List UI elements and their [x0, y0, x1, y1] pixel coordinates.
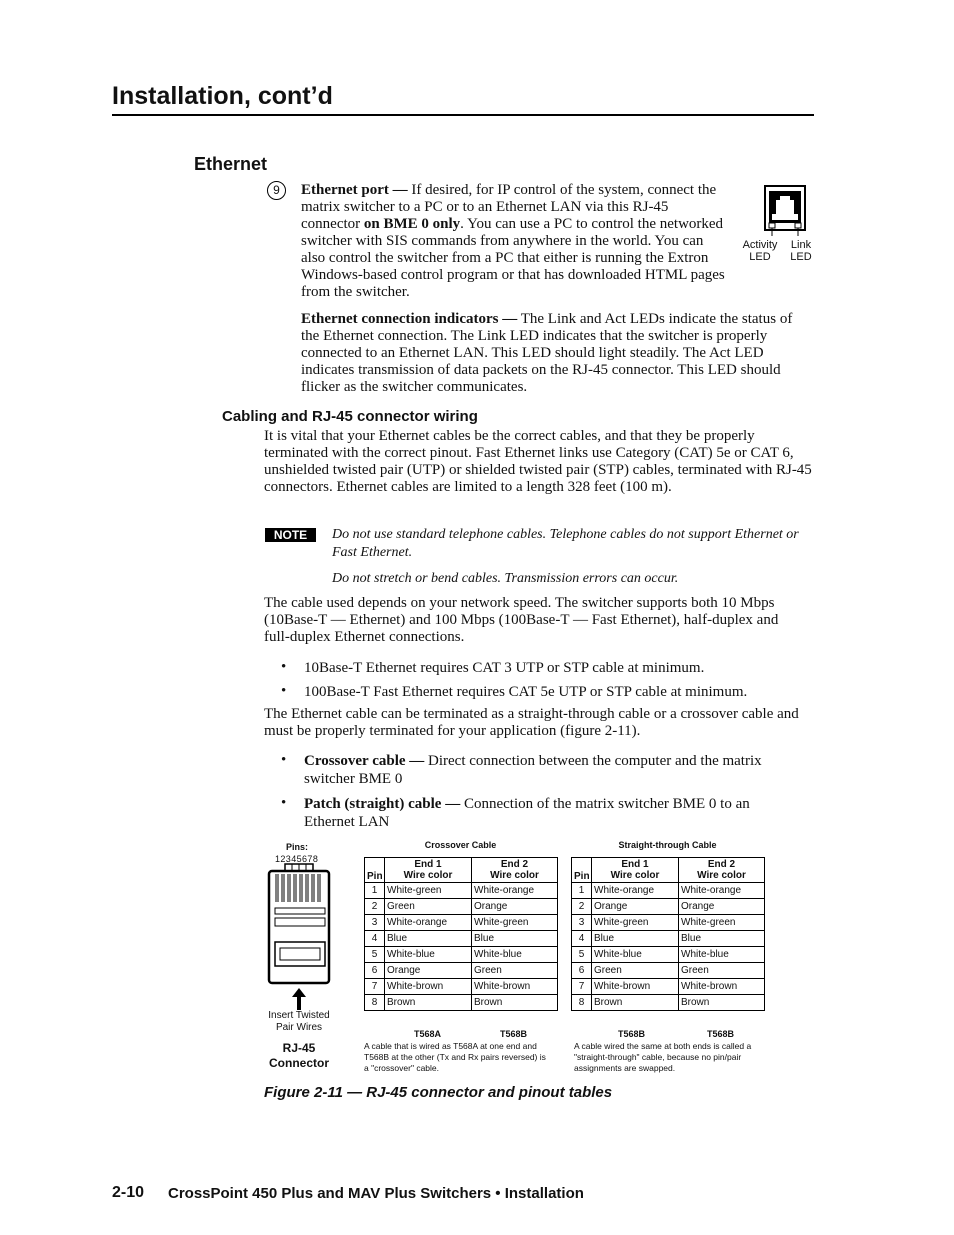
footer-title: CrossPoint 450 Plus and MAV Plus Switchers • Installation — [168, 1185, 584, 1202]
table-row: 2 Green Orange — [365, 899, 558, 915]
table-row: 2 Orange Orange — [572, 899, 765, 915]
table-row: 1 White-orange White-orange — [572, 883, 765, 899]
termination-paragraph: The Ethernet cable can be terminated as a straight-through cable or a crossover cable and must be properly terminated for your application (figure 2-11). — [264, 706, 799, 739]
straight-standard-1: T568B — [618, 1029, 646, 1039]
section-title: Ethernet — [194, 154, 268, 174]
crossover-caption: A cable that is wired as T568A at one end and T568B at the other (Tx and Rx pairs reversed) is a "crossover" cable. — [364, 1041, 546, 1073]
table-header-row — [572, 858, 765, 883]
straight-title: Straight-through Cable — [618, 840, 717, 850]
table-header-row — [365, 858, 558, 883]
speed-paragraph: The cable used depends on your network speed. The switcher supports both 10 Mbps (10Base-T — Ethernet) and 100 Mbps (100Base-T — Fast Ethernet), half-duplex and full-duplex Ethernet connections. — [264, 595, 779, 645]
crossover-standard-2: T568B — [500, 1029, 528, 1039]
bullet-dot: • — [281, 659, 287, 675]
table-row: 5 White-blue White-blue — [572, 947, 765, 963]
activity-led-label: Activity LED — [742, 239, 778, 263]
cabling-intro-paragraph: It is vital that your Ethernet cables be the correct cables, and that they be properly terminated with the correct pinout. Fast Ethernet links use Category (CAT) 5e or CAT 6, unshielded twisted pair (UTP) or shielded twisted pair (STP) cables, terminated with RJ-45 connectors. Ethernet cables are limited to a length 328 feet (100 m). — [264, 428, 812, 495]
title-rule — [112, 114, 814, 116]
pins-label: Pins: — [286, 842, 309, 852]
table-row: 7 White-brown White-brown — [572, 979, 765, 995]
ethernet-indicators-paragraph — [301, 311, 811, 396]
end2-header: End 2 Wire color — [472, 858, 558, 883]
straight-standard-2: T568B — [707, 1029, 735, 1039]
table-row: 4 Blue Blue — [572, 931, 765, 947]
table-row: 6 Orange Green — [365, 963, 558, 979]
insert-arrow-icon — [291, 988, 307, 1010]
bullet-dot: • — [281, 752, 287, 768]
subsection-title: Cabling and RJ-45 connector wiring — [222, 408, 478, 425]
ethernet-indicators-text: The Link and Act LEDs indicate the status of the Ethernet connection. The Link LED indicates that the switcher is properly connected to an Ethernet LAN. This LED should light steadily. The Act LED indicates transmission of data packets on the RJ-45 connector. This LED should flicker as the switcher communicates. — [301, 311, 793, 395]
table-row: 3 White-orange White-green — [365, 915, 558, 931]
table-row: 4 Blue Blue — [365, 931, 558, 947]
ethernet-port-text: If desired, for IP control of the system, connect the matrix switcher to a PC or to an Ethernet LAN via this RJ-45 connector — [301, 182, 717, 232]
table-row: 5 White-blue White-blue — [365, 947, 558, 963]
bullet-10base-t: 10Base-T Ethernet requires CAT 3 UTP or STP cable at minimum. — [304, 660, 705, 676]
table-row: 8 Brown Brown — [365, 995, 558, 1011]
bullet-dot: • — [281, 795, 287, 811]
note-text-2: Do not stretch or bend cables. Transmission errors can occur. — [332, 571, 679, 586]
straight-pinout-table — [571, 857, 765, 1011]
note-text-1: Do not use standard telephone cables. Telephone cables do not support Ethernet or Fast Ethernet. — [332, 527, 799, 560]
ethernet-port-paragraph — [301, 182, 726, 301]
pin-header: Pin — [572, 858, 592, 883]
table-row: 7 White-brown White-brown — [365, 979, 558, 995]
ethernet-indicators-lead: Ethernet connection indicators — — [301, 311, 518, 327]
link-led-label: Link LED — [790, 239, 812, 263]
page-title: Installation, cont’d — [112, 82, 333, 110]
pin-header: Pin — [365, 858, 385, 883]
rj45-port-icon — [736, 184, 820, 268]
callout-number: 9 — [267, 181, 286, 200]
figure-caption: Figure 2-11 — RJ-45 connector and pinout tables — [264, 1084, 613, 1101]
ethernet-port-lead: Ethernet port — — [301, 182, 408, 198]
note-badge: NOTE — [265, 528, 316, 542]
end1-header: End 1 Wire color — [592, 858, 679, 883]
bullet-crossover-cable: Crossover cable — Direct connection between the computer and the matrix switcher BME 0 — [304, 753, 762, 787]
crossover-standard-1: T568A — [414, 1029, 442, 1039]
crossover-pinout-table — [364, 857, 558, 1011]
pins-numbers: 12345678 — [275, 854, 319, 864]
straight-caption: A cable wired the same at both ends is called a "straight-through" cable, because no pin/pair assignments are swapped. — [574, 1041, 752, 1073]
rj45-plug-icon — [266, 862, 332, 988]
table-row: 8 Brown Brown — [572, 995, 765, 1011]
page-number: 2-10 — [112, 1184, 145, 1201]
table-row: 6 Green Green — [572, 963, 765, 979]
rj45-connector-label: RJ-45 Connector — [269, 1041, 329, 1070]
crossover-title: Crossover Cable — [424, 840, 497, 850]
bullet-patch-cable: Patch (straight) cable — Connection of the matrix switcher BME 0 to an Ethernet LAN — [304, 796, 750, 830]
bullet-100base-t: 100Base-T Fast Ethernet requires CAT 5e UTP or STP cable at minimum. — [304, 684, 748, 700]
rj45-connector-drawing — [266, 862, 332, 988]
ethernet-port-text-2: . You can use a PC to control the networked switcher with SIS commands from anywhere in the world. You can also control the switcher from a PC that either is running the Extron Windows-based control program or that has downloaded HTML pages from the switcher. — [301, 216, 725, 300]
end2-header: End 2 Wire color — [679, 858, 765, 883]
insert-wires-label: Insert Twisted Pair Wires — [268, 1010, 330, 1033]
bullet-dot: • — [281, 683, 287, 699]
ethernet-port-bold: on BME 0 only — [363, 216, 461, 232]
end1-header: End 1 Wire color — [385, 858, 472, 883]
table-row: 3 White-green White-green — [572, 915, 765, 931]
table-row: 1 White-green White-orange — [365, 883, 558, 899]
